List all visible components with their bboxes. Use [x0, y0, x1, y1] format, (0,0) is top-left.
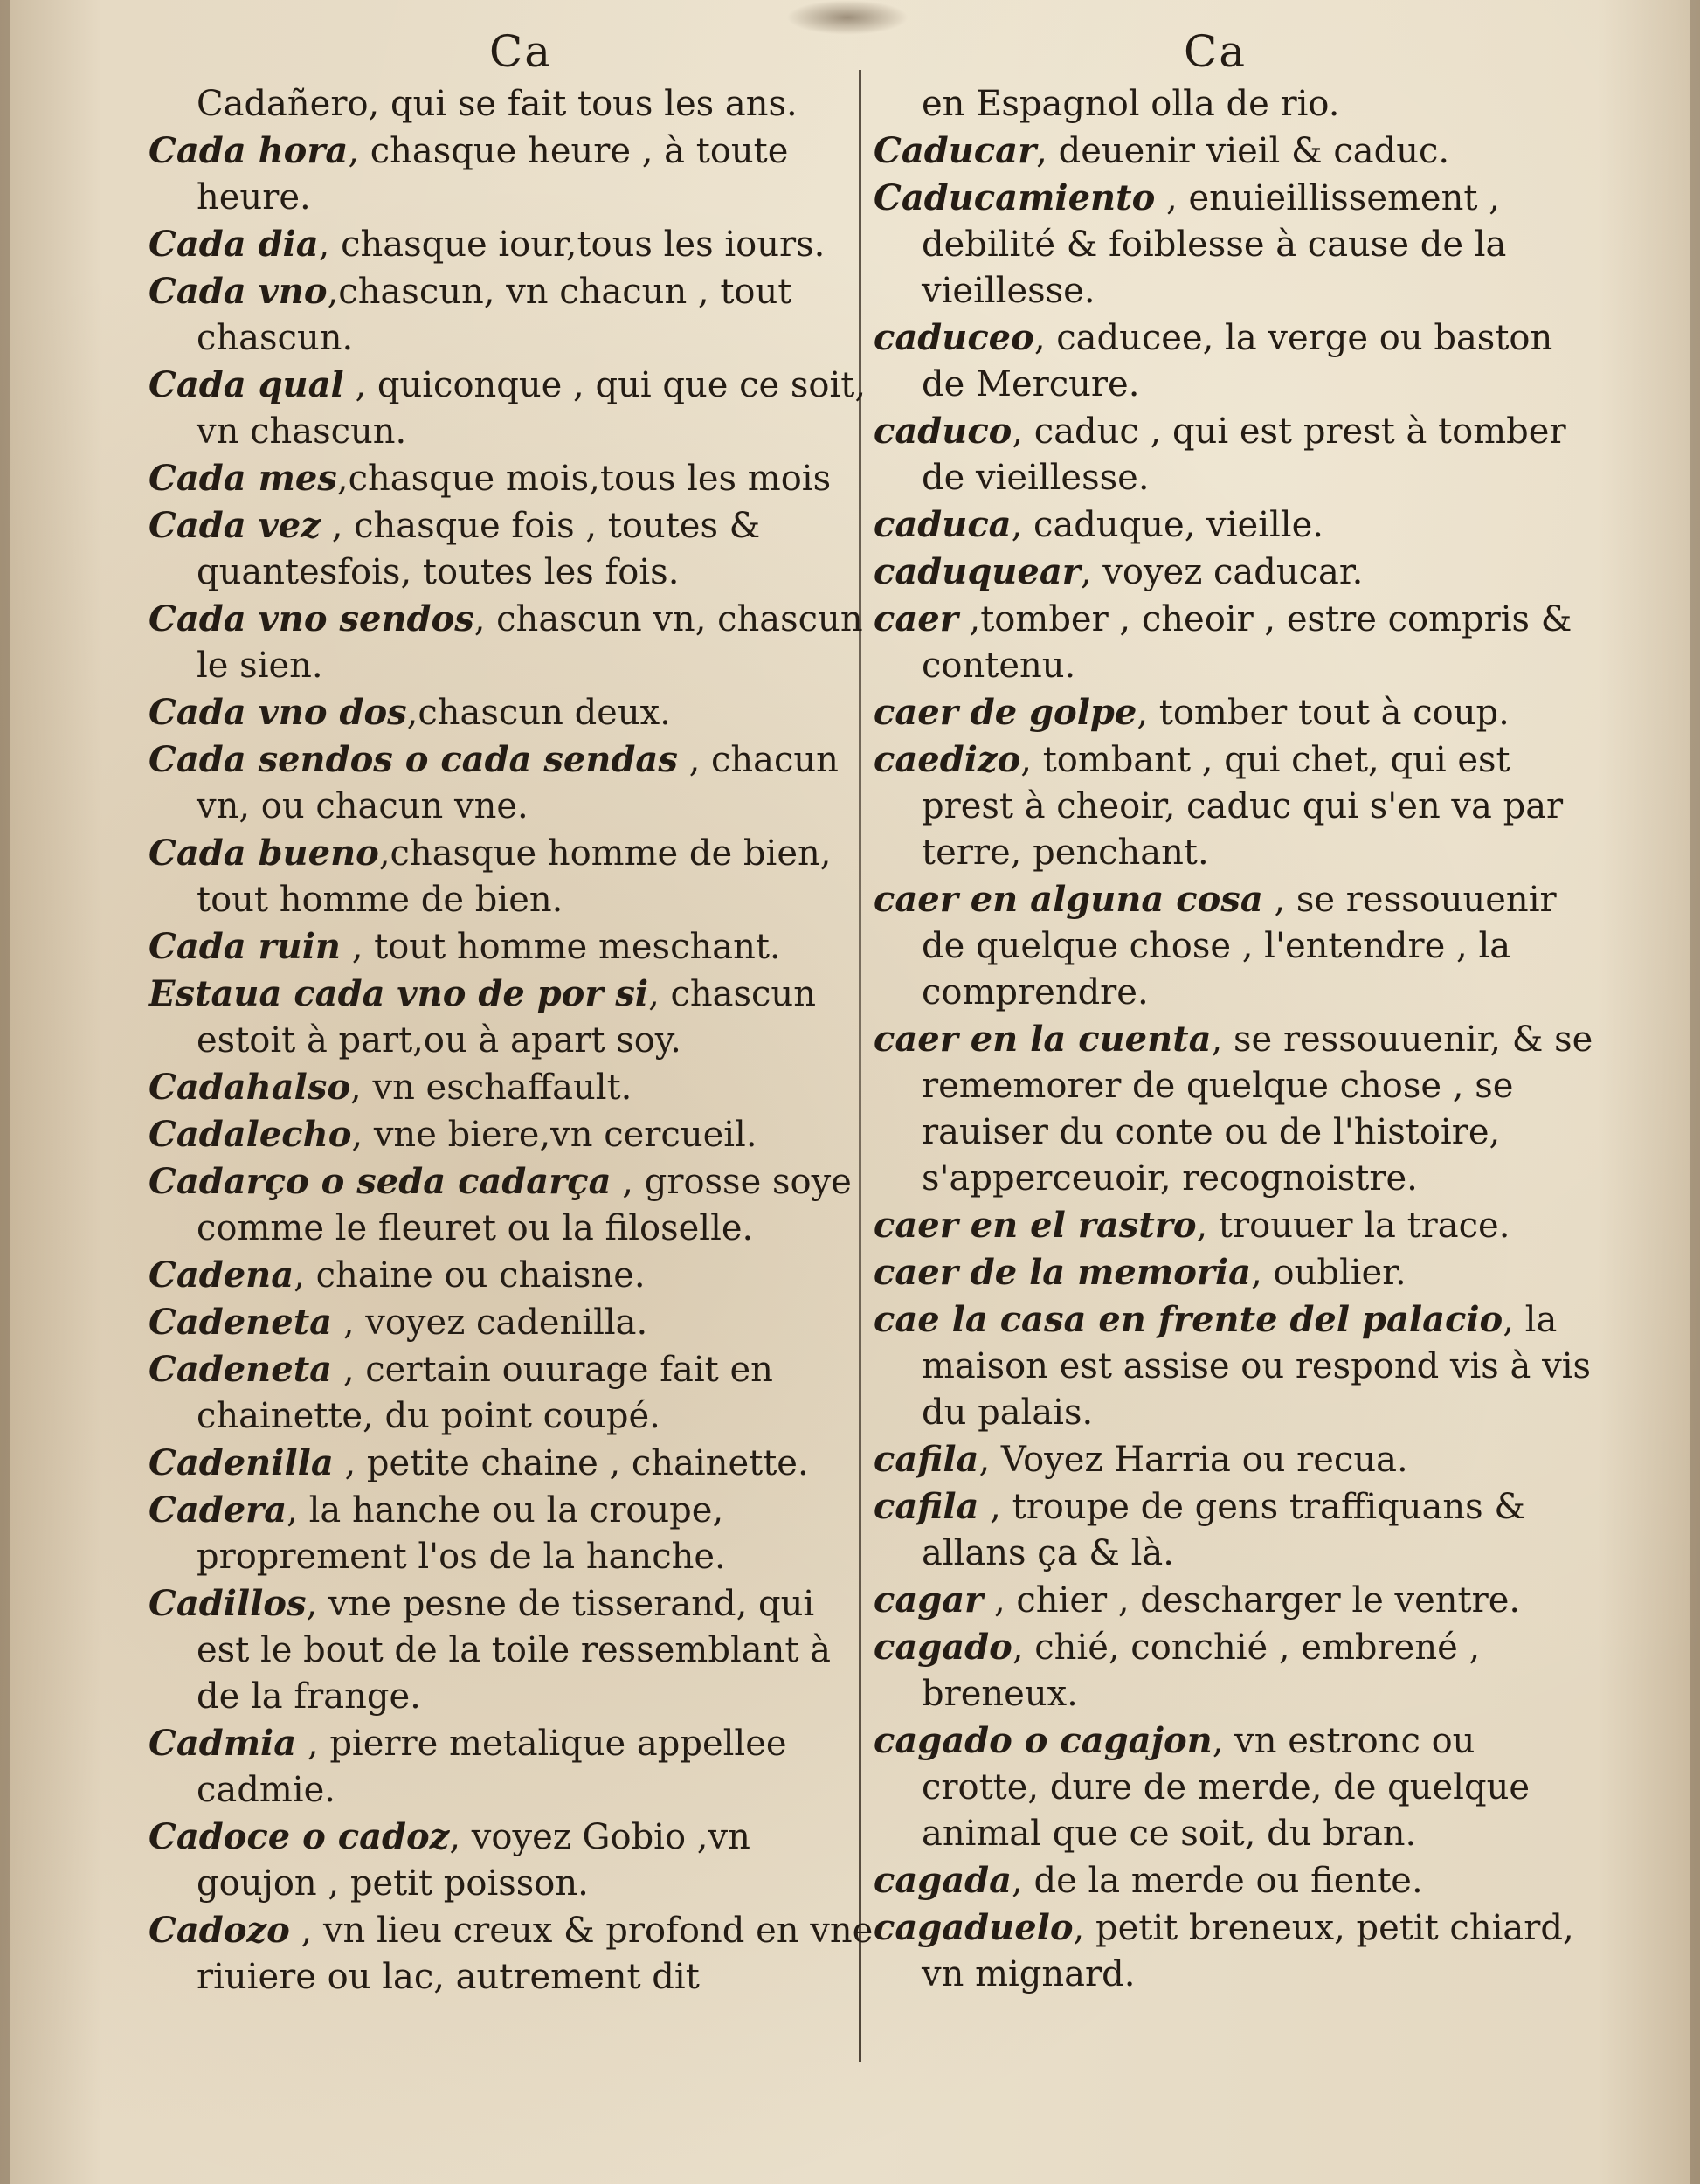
dictionary-entry: Caducamiento , enuieillissement , debilité & foiblesse à cause de la vieillesse. — [874, 177, 1507, 311]
dictionary-entry: caduca, caduque, vieille. — [874, 504, 1323, 545]
dictionary-entry: Estaua cada vno de por si, chascun estoit à part,ou à apart soy. — [149, 973, 816, 1061]
dictionary-entry: Cadañero, qui se fait tous les ans. — [197, 84, 798, 124]
dictionary-entry: Cadena, chaine ou chaisne. — [149, 1254, 646, 1296]
dictionary-entry: caer en el rastro, trouuer la trace. — [874, 1205, 1510, 1246]
dictionary-entry: cafila , troupe de gens traffiquans & allans ça & là. — [874, 1486, 1525, 1573]
dictionary-entry: Cada dia, chasque iour,tous les iours. — [149, 224, 826, 265]
dictionary-entry: Cada bueno,chasque homme de bien, tout homme de bien. — [149, 833, 832, 920]
dictionary-entry: Cada ruin , tout homme meschant. — [149, 926, 781, 967]
dictionary-entry: Cadmia , pierre metalique appellee cadmie. — [149, 1723, 787, 1810]
dictionary-entry: Cada hora, chasque heure , à toute heure. — [149, 130, 789, 218]
dictionary-entry: Cadarço o seda cadarça , grosse soye comme le fleuret ou la filoselle. — [149, 1161, 852, 1248]
dictionary-entry: Cada vno,chascun, vn chacun , tout chascun. — [149, 271, 792, 358]
dictionary-entry: Cadoce o cadoz, voyez Gobio ,vn goujon , petit poisson. — [149, 1816, 750, 1904]
dictionary-entry: Cadalecho, vne biere,vn cercueil. — [149, 1114, 757, 1155]
dictionary-entry: en Espagnol olla de rio. — [922, 84, 1340, 124]
dictionary-entry: Cada vez , chasque fois , toutes & quantesfois, toutes les fois. — [149, 505, 761, 592]
dictionary-entry: Caducar, deuenir vieil & caduc. — [874, 130, 1450, 171]
dictionary-entry: caduco, caduc , qui est prest à tomber de vieillesse. — [874, 411, 1566, 498]
dictionary-entry: cagado o cagajon, vn estronc ou crotte, dure de merde, de quelque animal que ce soit, du bran. — [874, 1720, 1531, 1854]
page-header-left: Ca — [489, 26, 553, 77]
page-header-right: Ca — [1184, 26, 1247, 77]
dictionary-entry: Cadera, la hanche ou la croupe, proprement l'os de la hanche. — [149, 1489, 726, 1577]
dictionary-entry: caduceo, caducee, la verge ou baston de Mercure. — [874, 317, 1553, 404]
page-edge-left — [0, 0, 10, 2184]
dictionary-entry: Cada mes,chasque mois,tous les mois — [149, 458, 832, 499]
dictionary-entry: Cadeneta , certain ouurage fait en chainette, du point coupé. — [149, 1349, 773, 1436]
dictionary-entry: caer en la cuenta, se ressouuenir, & se rememorer de quelque chose , se rauiser du conte ou de l'histoire, s'apperceuoir, recognoistre. — [874, 1019, 1593, 1199]
dictionary-entry: caduquear, voyez caducar. — [874, 551, 1364, 592]
dictionary-entry: caer en alguna cosa , se ressouuenir de quelque chose , l'entendre , la comprendre. — [874, 879, 1557, 1013]
dictionary-entry: caedizo, tombant , qui chet, qui est prest à cheoir, caduc qui s'en va par terre, penchant. — [874, 739, 1564, 873]
dictionary-entry: Cada vno dos,chascun deux. — [149, 692, 671, 733]
dictionary-entry: cagado, chié, conchié , embrené , breneux. — [874, 1627, 1481, 1714]
dictionary-entry: cae la casa en frente del palacio, la maison est assise ou respond vis à vis du palais. — [874, 1299, 1592, 1433]
dictionary-entry: caer ,tomber , cheoir , estre compris & contenu. — [874, 598, 1572, 686]
dictionary-entry: caer de golpe, tomber tout à coup. — [874, 692, 1510, 733]
dictionary-entry: Cadahalso, vn eschaffault. — [149, 1067, 632, 1108]
dictionary-entry: Cada qual , quiconque , qui que ce soit, vn chascun. — [149, 364, 867, 452]
dictionary-entry: cagada, de la merde ou fiente. — [874, 1860, 1423, 1901]
dictionary-entry: Cadeneta , voyez cadenilla. — [149, 1302, 648, 1343]
dictionary-entry: Cadillos, vne pesne de tisserand, qui est le bout de la toile ressemblant à de la frange. — [149, 1583, 831, 1717]
dictionary-entry: Cada sendos o cada sendas , chacun vn, ou chacun vne. — [149, 739, 839, 826]
ink-stain — [786, 0, 909, 35]
right-column — [874, 80, 1599, 1998]
page-edge-right — [1690, 0, 1700, 2184]
left-column — [149, 80, 874, 2001]
dictionary-entry: cagaduelo, petit breneux, petit chiard, vn mignard. — [874, 1907, 1574, 1994]
dictionary-entry: Cada vno sendos, chascun vn, chascun le sien. — [149, 598, 863, 686]
dictionary-entry: Cadenilla , petite chaine , chainette. — [149, 1442, 809, 1483]
dictionary-entry: Cadozo , vn lieu creux & profond en vne riuiere ou lac, autrement dit — [149, 1910, 874, 1997]
dictionary-entry: caer de la memoria, oublier. — [874, 1252, 1406, 1293]
dictionary-entry: cagar , chier , descharger le ventre. — [874, 1579, 1521, 1621]
dictionary-entry: cafila, Voyez Harria ou recua. — [874, 1439, 1408, 1480]
